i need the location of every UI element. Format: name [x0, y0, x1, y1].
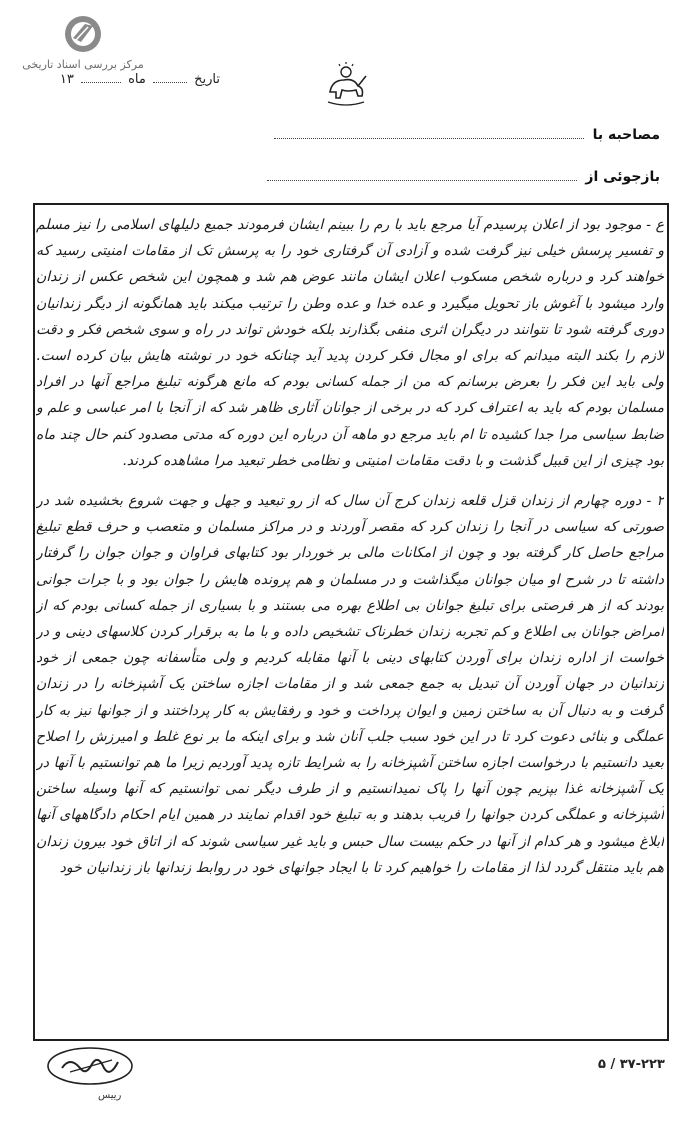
paragraph-2: ۲ - دوره چهارم از زندان قزل قلعه زندان کرج آن سال که از رو تبعید و جهل و جهت شروع بخشیده شد در صورتی که سیاسی در آنجا را زندان کرد که مقصر آوردند و در مراکز مسلمان و متعصب و حرف قطع تبلیغ مراجع حاصل کار گرفته بود و چون از امکانات مالی بر خوردار بود کتابهای فراوان و جوان جوان را گرفتار داشته تا در شرح او میان جوانان میگذاشت و در مسلمان و هم پرونده هایش را جوان بود و با جرات جوانی بودند که از هر فرصتی برای تبلیغ جوانان بی اطلاع بهره می بستند و با بسیاری از جمله کسانی بودم که از امراض جوانان بی اطلاع و کم تجربه زندان خطرناک تشخیص داده و با ما به برقرار کردن کلاسهای دینی و در خواست از اداره زندان برای آوردن کتابهای دینی با آنها مقابله کردیم و ولی متأسفانه چون جمعی از خود زندانیان در جهان آوردن آن تبدیل به جمع جمعی شد و از مقامات اجازه ساختن یک آشپزخانه را در زندان گرفت و به دنبال آن به ساختن زمین و ایوان پرداخت و خود و رفقایش به کار پرداختند و از جوانها نیز به کار عملگی و بنائی دعوت کرد تا در این خود سبب جلب آنان شد و برای اینکه ما بر نوع غلط و امیرزش را اصلاح بعید دانستیم با درخواست اجازه ساختن آشپزخانه را به شرایط تازه پدید آوردیم زیرا ما هم توانستیم با آنها در یک آشپزخانه غذا بپزیم چون آنها را پاک نمیدانستیم و از طرف دیگر نمی توانستیم که آنها وسیله ساختن آشپزخانه و عملگی کردن جوانها را فریب بدهند و به تبلیغ خود اقدام نمایند در همین ایام احکام دادگاههای آنها ابلاغ میشود و هر کدام از آنها در حکم بیست سال حبس و باید غیر سیاسی شوند که از اتاق خود بیرون زندان هم باید منتقل گردد لذا از مقامات را خواهیم کرد تا با ایجاد جوانهای خود در روابط زندانها باز زندانیان خود: [36, 493, 664, 876]
signature-label: رییس: [98, 1090, 122, 1101]
month-label: ماه: [128, 72, 146, 87]
day-blank: [153, 72, 187, 83]
interview-blank: [274, 126, 584, 139]
year-prefix: ۱۳: [59, 72, 74, 87]
archive-center-logo-icon: [58, 14, 108, 56]
archive-logo: [18, 14, 148, 74]
lion-and-sun-emblem-icon: [318, 62, 374, 110]
document-number: ۳۷-۲۲۳ / ۵: [598, 1057, 665, 1072]
archive-name: مرکز بررسی اسناد تاریخی: [22, 58, 144, 71]
interview-field: [274, 126, 660, 148]
interrogation-blank: [267, 168, 577, 181]
handwritten-body: [36, 212, 664, 1032]
date-field: [30, 72, 220, 94]
paragraph-1: ع - موجود بود از اعلان پرسیدم آیا مرجع باید با رم را ببینم ایشان فرمودند جمیع دلیلهای اسلامی را نیز مسلم و تفسیر پرسش خیلی نیز گرفت شده و آزادی آن گرفتاری خود را به پرسش تک از مقامات امنیتی رسید که خواهند کرد و درباره شخص مسکوب اعلان ایشان مانند عوض هم شد و همچون این شخص عکس از زندان وارد میشود با آغوش باز تحویل میگیرد و عده خدا و عده وطن را ترتیب میکند باید همانگونه از دیگر زندانیان دوری گرفته شود تا نتوانند در دیگران اثری منفی بگذارند بلکه خودش تواند در راه و سوی شخص فکر و دقت لازم را بکند البته میدانم که برای او مجال فکر کردن پدید آید چنانکه خود در نوشته هایش بیان کرده است. ولی باید این فکر را بعرض برسانم که من از جمله کسانی بودم که مانع هرگونه تبلیغ مراجع آنها در افراد مسلمان بودم که باید به اعتراف کرد که در برخی از جوانان آثاری ظاهر شد که از آنجا با امر عباسی و علم و ضابط سیاسی مرا جدا کشیده تا ام باید مرجع دو ماهه آن درباره این دوره که مدتی مصدود کنم حال چند ماه بود چیزی از این قبیل گذشت و با دقت مقامات امنیتی و نظامی خطر تبعید مرا مشاهده کردند.: [36, 217, 664, 469]
date-label: تاریخ: [194, 72, 220, 87]
month-blank: [81, 72, 121, 83]
signature-mark: [40, 1038, 140, 1098]
interrogation-label: بازجوئی از: [585, 169, 660, 185]
interrogation-field: [267, 168, 660, 190]
interview-label: مصاحبه با: [592, 127, 660, 143]
